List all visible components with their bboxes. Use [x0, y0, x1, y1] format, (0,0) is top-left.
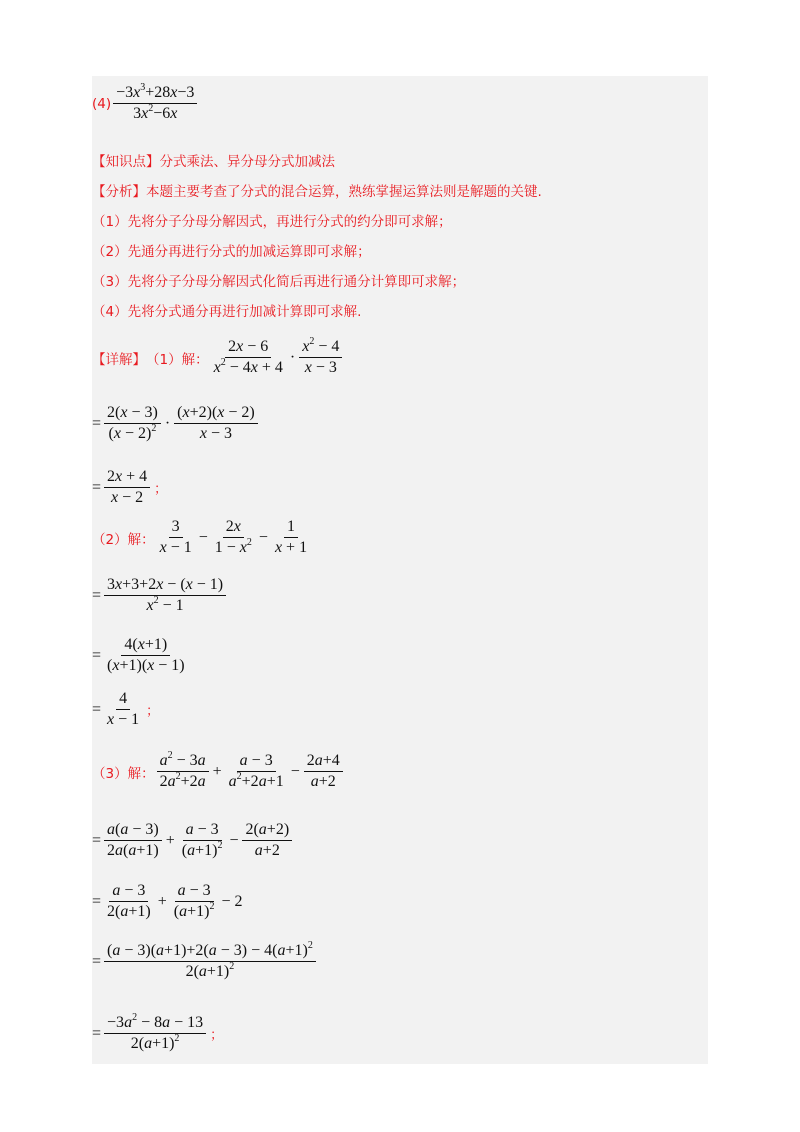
item-4-label: (4): [92, 95, 112, 112]
part-1-label: （1）解：: [146, 351, 209, 368]
item-4-expression: [92, 84, 199, 123]
knowledge-line: [92, 150, 335, 170]
part-1-result: = $\frac{2x + 4}{x - 2}$ ；: [92, 468, 168, 506]
item-4-fraction: $\frac{-3x^3+28x-3}{3x^2-6x}$: [113, 84, 197, 123]
analysis-text: 本题主要考查了分式的混合运算，熟练掌握运算法则是解题的关键.: [146, 184, 542, 200]
part-2-label: （2）解：: [92, 531, 155, 548]
knowledge-text: 分式乘法、异分母分式加减法: [159, 154, 335, 170]
document-page: [92, 76, 708, 1064]
part-2-step-2: = $\frac{4(x+1)}{(x+1)(x - 1)}$: [92, 636, 185, 674]
detail-part-1: 【详解】 （1）解： $\frac{2x - 6}{x^2 - 4x + 4}$ · $\frac{x^2 - 4}{x - 3}$: [92, 338, 344, 377]
part-3-step-1: = $\frac{a(a - 3)}{2a(a+1)}$ + $\frac{a - 3}{(a+1)^2}$ − $\frac{2(a+2)}{a+2}$: [92, 821, 294, 860]
part-3-step-2: = $\frac{a - 3}{2(a+1)}$ + $\frac{a - 3}{(a+1)^2}$ − 2: [92, 882, 243, 920]
part-2-result: = $\frac{4}{x - 1}$ ；: [92, 690, 160, 728]
detail-part-2: （2）解： $\frac{3}{x - 1}$ − $\frac{2x}{1 - x^2}$ − $\frac{1}{x + 1}$: [92, 518, 308, 556]
part-1-step-1: = $\frac{2(x - 3)}{(x - 2)^2}$ · $\frac{(x+2)(x - 2)}{x - 3}$: [92, 404, 260, 443]
part-1-fraction-a: $\frac{2x - 6}{x^2 - 4x + 4}$: [213, 338, 283, 376]
part-2-step-1: = $\frac{3x+3+2x - (x - 1)}{x^2 - 1}$: [92, 576, 228, 615]
analysis-step-3: （3）先将分子分母分解因式化简后再进行通分计算即可求解；: [92, 274, 466, 290]
analysis-step-2: （2）先通分再进行分式的加减运算即可求解；: [92, 244, 371, 260]
detail-part-3: （3）解： $\frac{a^2 - 3a}{2a^2+2a}$ + $\frac{a - 3}{a^2+2a+1}$ − $\frac{2a+4}{a+2}$: [92, 752, 345, 791]
analysis-line: [92, 180, 542, 200]
part-1-fraction-b: $\frac{x^2 - 4}{x - 3}$: [299, 338, 342, 377]
analysis-tag: 【分析】: [92, 184, 146, 200]
knowledge-tag: 【知识点】: [92, 154, 160, 170]
part-3-label: （3）解：: [92, 765, 155, 782]
detail-tag: 【详解】: [92, 351, 146, 368]
part-3-step-3: = $\frac{(a - 3)(a+1)+2(a - 3) - 4(a+1)^2}{2(a+1)^2}$: [92, 942, 318, 981]
analysis-step-1: （1）先将分子分母分解因式，再进行分式的约分即可求解；: [92, 214, 452, 230]
analysis-step-4: （4）先将分式通分再进行加减计算即可求解.: [92, 304, 362, 320]
part-3-result: = $\frac{-3a^2 - 8a - 13}{2(a+1)^2}$ ；: [92, 1012, 224, 1052]
